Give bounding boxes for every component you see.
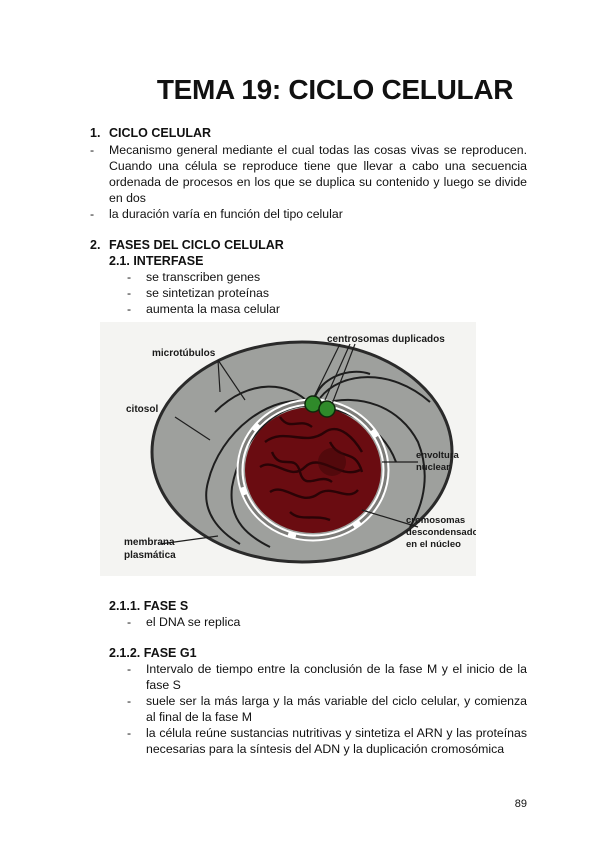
nucleolus [318,448,346,476]
section-1-list [90,142,527,222]
list-item: - Mecanismo general mediante el cual todas las cosas vivas se reproducen. Cuando una célula se reproduce tiene que llevar a cabo una secuencia ordenada de procesos en los que se duplica su contenido y luego se divide en dos [90,143,527,205]
subsection-fase-s-heading: 2.1.1. FASE S [109,599,189,613]
cell-diagram-svg [100,322,476,576]
page-number: 89 [514,798,527,810]
label-microtubulos: microtúbulos [152,348,216,359]
list-item: - se sintetizan proteínas [127,286,270,300]
interfase-list [127,269,487,317]
section-1-title: CICLO CELULAR [109,126,212,140]
cell-diagram [100,322,476,576]
list-item: - la duración varía en función del tipo celular [90,207,343,221]
list-item: - aumenta la masa celular [127,302,280,316]
label-envoltura-1: envoltura [416,450,459,461]
list-item: - suele ser la más larga y la más variable del ciclo celular, y comienza al final de la fase M [127,694,527,724]
page-title: TEMA 19: CICLO CELULAR [156,74,514,105]
list-item: - se transcriben genes [127,270,261,284]
label-membrana-2: plasmática [124,550,176,561]
fase-g1-list [127,661,527,757]
section-2-heading [90,238,284,252]
list-item: - el DNA se replica [127,615,241,629]
label-citosol: citosol [126,404,159,415]
section-1-heading [90,126,211,140]
label-membrana-1: membrana [124,537,175,548]
list-item: - la célula reúne sustancias nutritivas y sintetiza el ARN y las proteínas necesarias para la síntesis del ADN y la duplicación cromosómica [127,726,527,756]
label-cromosomas-3: en el núcleo [406,539,461,550]
subsection-interfase-heading: 2.1. INTERFASE [109,254,204,268]
label-centrosomas: centrosomas duplicados [327,334,445,345]
section-1-number: 1. [90,126,101,140]
subsection-fase-g1-heading: 2.1.2. FASE G1 [109,646,197,660]
section-2-title: FASES DEL CICLO CELULAR [109,238,284,252]
section-2-number: 2. [90,238,101,252]
label-envoltura-2: nuclear [416,462,450,473]
label-cromosomas-2: descondensados [406,527,476,538]
label-cromosomas-1: cromosomas [406,515,466,526]
list-item: - Intervalo de tiempo entre la conclusión de la fase M y el inicio de la fase S [127,662,527,692]
fase-s-list [127,614,527,630]
